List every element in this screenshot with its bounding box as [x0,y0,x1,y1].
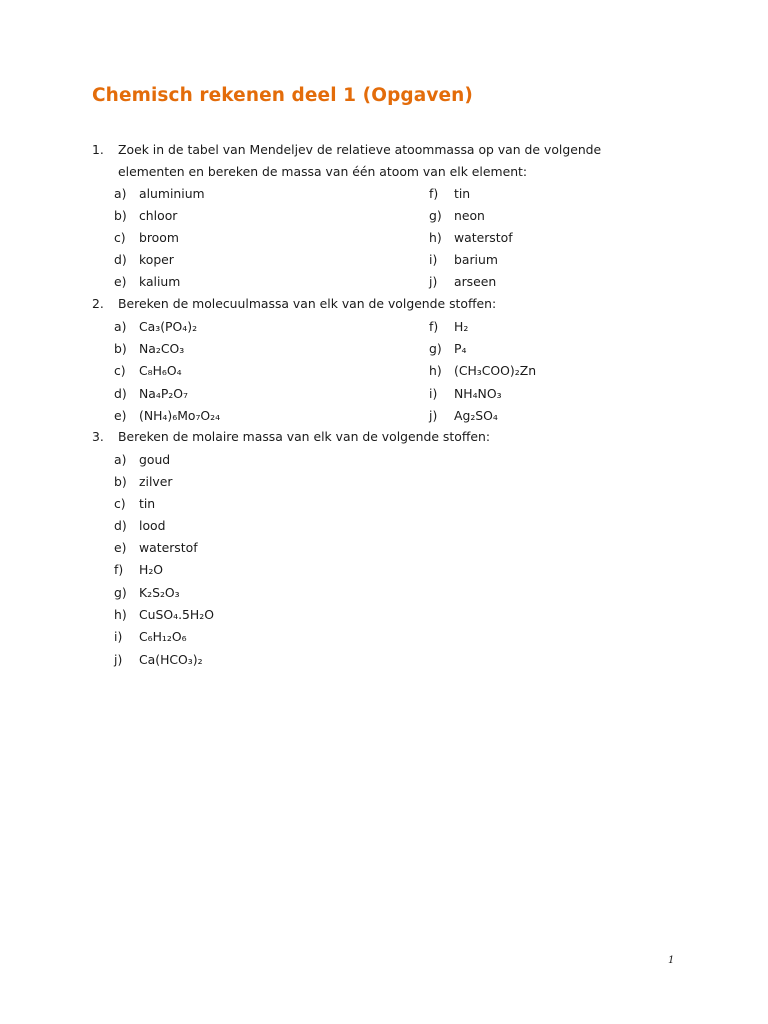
item-text: zilver [139,474,173,489]
question-2-text: Bereken de molecuulmassa van elk van de volgende stoffen: [118,296,497,311]
question-2-item-e [114,410,220,422]
item-text: kalium [139,274,181,289]
item-label: c) [114,230,126,245]
question-3-item-c [114,498,155,510]
item-text: Ca₃(PO₄)₂ [139,319,198,334]
question-3-number: 3. [92,429,104,444]
page-number: 1 [668,955,675,966]
question-2-item-a [114,321,197,333]
item-text: lood [139,518,166,533]
item-label: a) [114,186,127,201]
item-text: waterstof [139,540,198,555]
item-label: b) [114,341,127,356]
item-text: tin [139,496,156,511]
question-2-item-i [429,388,502,400]
item-label: i) [429,252,438,267]
question-3-item-f [114,564,163,576]
item-label: e) [114,274,127,289]
item-label: a) [114,319,127,334]
question-1-item-f [429,188,470,200]
question-2-item-f [429,321,468,333]
item-label: d) [114,252,127,267]
question-3-item-i [114,631,187,643]
item-text: NH₄NO₃ [454,386,502,401]
item-text: barium [454,252,498,267]
item-text: Ag₂SO₄ [454,408,498,423]
item-text: (CH₃COO)₂Zn [454,363,537,378]
question-3-item-d [114,520,165,532]
question-3-item-a [114,454,170,466]
question-1-item-j [429,276,496,288]
item-text: waterstof [454,230,513,245]
item-text: neon [454,208,485,223]
item-label: f) [429,186,439,201]
item-text: C₈H₆O₄ [139,363,182,378]
question-1-item-i [429,254,498,266]
question-3-text: Bereken de molaire massa van elk van de volgende stoffen: [118,429,491,444]
item-text: aluminium [139,186,205,201]
item-label: e) [114,408,127,423]
item-text: P₄ [454,341,467,356]
item-label: f) [114,562,124,577]
question-1-item-a [114,188,205,200]
item-text: Ca(HCO₃)₂ [139,652,203,667]
question-1-item-h [429,232,513,244]
item-label: j) [114,652,123,667]
item-label: i) [429,386,438,401]
item-label: a) [114,452,127,467]
item-text: Na₄P₂O₇ [139,386,188,401]
question-1-item-g [429,210,485,222]
question-3-item-b [114,476,172,488]
item-text: Na₂CO₃ [139,341,185,356]
item-label: e) [114,540,127,555]
item-label: i) [114,629,123,644]
question-2-item-j [429,410,498,422]
item-text: chloor [139,208,178,223]
question-1-item-e [114,276,180,288]
item-label: c) [114,496,126,511]
question-1-item-d [114,254,174,266]
question-1-text-line1: Zoek in de tabel van Mendeljev de relatieve atoommassa op van de volgende [118,142,602,157]
item-text: koper [139,252,174,267]
question-1-text-line2: elementen en bereken de massa van één atoom van elk element: [118,164,528,179]
question-3-item-g [114,587,180,599]
question-2-item-c [114,365,182,377]
item-label: g) [429,341,442,356]
item-text: goud [139,452,171,467]
item-text: H₂ [454,319,469,334]
page-title: Chemisch rekenen deel 1 (Opgaven) [92,85,473,106]
item-label: f) [429,319,439,334]
question-2-item-d [114,388,188,400]
item-label: h) [429,363,442,378]
question-3-item-h [114,609,214,621]
item-label: d) [114,518,127,533]
item-label: b) [114,474,127,489]
item-text: (NH₄)₆Mo₇O₂₄ [139,408,221,423]
question-1-item-b [114,210,177,222]
item-text: tin [454,186,471,201]
item-label: j) [429,274,438,289]
question-2-item-g [429,343,466,355]
item-text: C₆H₁₂O₆ [139,629,187,644]
item-label: g) [114,585,127,600]
question-2-item-h [429,365,536,377]
item-text: K₂S₂O₃ [139,585,180,600]
item-label: b) [114,208,127,223]
item-text: CuSO₄.5H₂O [139,607,214,622]
question-2-number: 2. [92,296,104,311]
question-1-number: 1. [92,142,104,157]
item-label: g) [429,208,442,223]
item-label: h) [114,607,127,622]
item-label: c) [114,363,126,378]
item-text: broom [139,230,179,245]
item-label: h) [429,230,442,245]
item-text: arseen [454,274,497,289]
question-2-item-b [114,343,184,355]
question-3-item-e [114,542,198,554]
item-text: H₂O [139,562,164,577]
item-label: j) [429,408,438,423]
item-label: d) [114,386,127,401]
question-3-item-j [114,654,203,666]
question-1-item-c [114,232,179,244]
